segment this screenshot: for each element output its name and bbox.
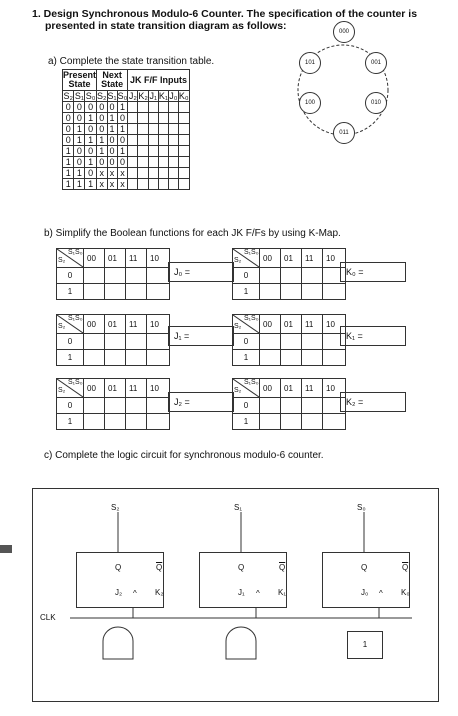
- kmap-divider: [83, 249, 84, 299]
- table-row: [63, 179, 190, 190]
- table-cell: 1: [117, 146, 128, 157]
- answer-cell[interactable]: [128, 124, 138, 135]
- kmap-divider: [57, 283, 169, 284]
- kmap-divider: [57, 267, 169, 268]
- table-cell: 1: [74, 135, 85, 146]
- answer-cell[interactable]: [168, 113, 178, 124]
- answer-cell[interactable]: [158, 157, 168, 168]
- kmap-divider: [57, 397, 169, 398]
- answer-k0[interactable]: K₀ =: [340, 262, 406, 282]
- answer-cell[interactable]: [138, 157, 149, 168]
- kmap-divider: [233, 267, 345, 268]
- answer-cell[interactable]: [168, 124, 178, 135]
- kmap-divider: [57, 413, 169, 414]
- table-cell: 1: [97, 146, 108, 157]
- table-cell: 0: [63, 135, 74, 146]
- table-cell: 1: [85, 135, 97, 146]
- table-cell: 1: [74, 124, 85, 135]
- answer-cell[interactable]: [128, 102, 138, 113]
- kmap-divider: [233, 349, 345, 350]
- answer-cell[interactable]: [158, 124, 168, 135]
- kmap-divider: [301, 249, 302, 299]
- table-row: [63, 102, 190, 113]
- kmap-divider: [146, 379, 147, 429]
- answer-cell[interactable]: [128, 135, 138, 146]
- present-state-header: Present State: [63, 70, 97, 89]
- part-c-label: c) Complete the logic circuit for synchronous modulo-6 counter.: [44, 450, 324, 461]
- kmap-col-label: 10: [326, 384, 335, 393]
- kmap-col-label: 01: [284, 320, 293, 329]
- answer-cell[interactable]: [178, 146, 189, 157]
- table-cell: 0: [85, 168, 97, 179]
- answer-j0[interactable]: J₀ =: [168, 262, 234, 282]
- column-header: S₁: [74, 91, 84, 101]
- part-b-label: b) Simplify the Boolean functions for each JK F/Fs by using K-Map.: [44, 228, 341, 239]
- answer-cell[interactable]: [138, 124, 149, 135]
- kmap-col-label: 10: [150, 384, 159, 393]
- answer-cell[interactable]: [178, 135, 189, 146]
- table-cell: x: [117, 179, 128, 190]
- table-cell: 0: [63, 113, 74, 124]
- answer-cell[interactable]: [128, 113, 138, 124]
- table-cell: 1: [107, 124, 117, 135]
- constant-one-box: 1: [347, 631, 383, 659]
- table-cell: 0: [74, 146, 85, 157]
- table-cell: 0: [74, 113, 85, 124]
- kmap-col-label: 11: [129, 320, 138, 329]
- answer-cell[interactable]: [138, 102, 149, 113]
- answer-cell[interactable]: [178, 124, 189, 135]
- table-cell: 1: [74, 179, 85, 190]
- state-000: 000: [333, 21, 355, 43]
- kmap-col-label: 00: [87, 254, 96, 263]
- answer-cell[interactable]: [138, 168, 149, 179]
- table-cell: 0: [107, 146, 117, 157]
- table-row: [63, 135, 190, 146]
- kmap-divider: [104, 379, 105, 429]
- column-header: K₀: [178, 91, 189, 101]
- side-marker: [0, 545, 12, 553]
- table-cell: 0: [85, 102, 97, 113]
- kmap-divider: [301, 379, 302, 429]
- kmap-divider: [104, 315, 105, 365]
- table-cell: 0: [74, 157, 85, 168]
- table-cell: 1: [117, 124, 128, 135]
- answer-cell[interactable]: [128, 146, 138, 157]
- answer-cell[interactable]: [178, 168, 189, 179]
- kmap-row-label: 0: [243, 337, 249, 346]
- table-cell: x: [97, 168, 108, 179]
- clock-triangle: ^: [379, 589, 383, 598]
- kmap-col-label: 01: [284, 384, 293, 393]
- kmap-row-label: 1: [67, 353, 73, 362]
- state-100: 100: [299, 92, 321, 114]
- kmap-col-label: 01: [108, 384, 117, 393]
- answer-cell[interactable]: [158, 135, 168, 146]
- kmap-divider: [57, 333, 169, 334]
- table-cell: x: [107, 168, 117, 179]
- next-state-header: Next State: [97, 70, 128, 91]
- kmap-j2[interactable]: [56, 378, 170, 430]
- kmap-row-label: 1: [67, 287, 73, 296]
- table-cell: 0: [107, 102, 117, 113]
- column-header: K₂: [138, 91, 148, 101]
- answer-cell[interactable]: [178, 102, 189, 113]
- kmap-divider: [146, 249, 147, 299]
- table-cell: 1: [74, 168, 85, 179]
- kmap-divider: [259, 315, 260, 365]
- answer-cell[interactable]: [148, 135, 158, 146]
- answer-cell[interactable]: [148, 157, 158, 168]
- answer-cell[interactable]: [178, 179, 189, 190]
- table-cell: 1: [85, 113, 97, 124]
- kmap-col-label: 11: [305, 254, 314, 263]
- kmap-col-label: 00: [87, 384, 96, 393]
- kmap-divider: [233, 333, 345, 334]
- kmap-divider: [233, 397, 345, 398]
- clock-label: CLK: [40, 613, 56, 622]
- kmap-divider: [280, 379, 281, 429]
- kmap-divider: [301, 315, 302, 365]
- kmap-corner: S₁S₀ S₂: [57, 249, 84, 268]
- kmap-divider: [259, 249, 260, 299]
- kmap-divider: [280, 315, 281, 365]
- answer-cell[interactable]: [168, 179, 178, 190]
- kmap-row-label: 0: [243, 271, 249, 280]
- table-cell: 1: [85, 179, 97, 190]
- column-header: S₂: [63, 91, 73, 101]
- output-s2: S₂: [111, 503, 120, 512]
- part-a-label: a) Complete the state transition table.: [48, 56, 215, 67]
- answer-cell[interactable]: [148, 168, 158, 179]
- column-header: J₂: [128, 91, 137, 101]
- answer-cell[interactable]: [128, 179, 138, 190]
- state-101: 101: [299, 52, 321, 74]
- kmap-k0[interactable]: [232, 248, 346, 300]
- flipflop-2: Q $\overline{Q}$ J₂ K₂ ^: [76, 552, 164, 608]
- clock-triangle: ^: [133, 589, 137, 598]
- table-row: [63, 146, 190, 157]
- kmap-divider: [83, 379, 84, 429]
- state-001: 001: [365, 52, 387, 74]
- kmap-corner: S₁S₀ S₂: [57, 315, 84, 334]
- kmap-j0[interactable]: [56, 248, 170, 300]
- kmap-corner: S₁S₀ S₂: [233, 249, 260, 268]
- kmap-col-label: 10: [326, 254, 335, 263]
- answer-cell[interactable]: [138, 113, 149, 124]
- kmap-row-label: 1: [243, 287, 249, 296]
- table-cell: 1: [63, 157, 74, 168]
- answer-cell[interactable]: [168, 168, 178, 179]
- kmap-divider: [83, 315, 84, 365]
- answer-cell[interactable]: [148, 113, 158, 124]
- kmap-col-label: 00: [263, 254, 272, 263]
- kmap-divider: [104, 249, 105, 299]
- column-header: S₂: [97, 91, 107, 101]
- answer-cell[interactable]: [158, 168, 168, 179]
- kmap-corner: S₁S₀ S₂: [233, 315, 260, 334]
- answer-cell[interactable]: [138, 135, 149, 146]
- answer-cell[interactable]: [168, 135, 178, 146]
- table-cell: 0: [107, 135, 117, 146]
- column-header: K₁: [158, 91, 168, 101]
- kmap-divider: [57, 349, 169, 350]
- kmap-col-label: 01: [284, 254, 293, 263]
- answer-cell[interactable]: [158, 146, 168, 157]
- table-cell: 1: [97, 135, 108, 146]
- kmap-row-label: 0: [67, 401, 73, 410]
- kmap-divider: [322, 315, 323, 365]
- table-cell: 0: [85, 146, 97, 157]
- table-cell: 1: [117, 102, 128, 113]
- table-cell: 0: [85, 124, 97, 135]
- kmap-divider: [125, 249, 126, 299]
- table-row: [63, 113, 190, 124]
- kmap-divider: [233, 413, 345, 414]
- table-cell: 0: [97, 124, 108, 135]
- state-011: 011: [333, 122, 355, 144]
- answer-cell[interactable]: [148, 102, 158, 113]
- table-cell: 0: [107, 157, 117, 168]
- table-cell: 0: [97, 157, 108, 168]
- kmap-col-label: 11: [129, 384, 138, 393]
- table-row: [63, 168, 190, 179]
- table-cell: x: [107, 179, 117, 190]
- answer-j1[interactable]: J₁ =: [168, 326, 234, 346]
- kmap-col-label: 00: [263, 320, 272, 329]
- answer-cell[interactable]: [178, 113, 189, 124]
- answer-k2[interactable]: K₂ =: [340, 392, 406, 412]
- answer-k1[interactable]: K₁ =: [340, 326, 406, 346]
- kmap-row-label: 0: [67, 271, 73, 280]
- kmap-col-label: 00: [263, 384, 272, 393]
- column-header: S₀: [85, 91, 96, 101]
- column-header: J₁: [149, 91, 158, 101]
- kmap-row-label: 1: [243, 353, 249, 362]
- kmap-divider: [233, 283, 345, 284]
- answer-cell[interactable]: [148, 179, 158, 190]
- table-cell: 0: [63, 102, 74, 113]
- output-s1: S₁: [234, 503, 243, 512]
- table-cell: 0: [97, 102, 108, 113]
- table-cell: 0: [117, 135, 128, 146]
- table-cell: 1: [63, 146, 74, 157]
- kmap-col-label: 01: [108, 254, 117, 263]
- answer-cell[interactable]: [158, 113, 168, 124]
- kmap-row-label: 1: [67, 417, 73, 426]
- table-row: [63, 124, 190, 135]
- kmap-col-label: 10: [326, 320, 335, 329]
- kmap-col-label: 11: [305, 320, 314, 329]
- answer-cell[interactable]: [178, 157, 189, 168]
- clock-triangle: ^: [256, 589, 260, 598]
- question-title: 1. Design Synchronous Modulo-6 Counter. The specification of the counter is presented in state transition diagram as follows:: [32, 8, 418, 32]
- and-gate-2: [225, 626, 257, 660]
- table-cell: x: [117, 168, 128, 179]
- flipflop-0: Q $\overline{Q}$ J₀ K₀ ^: [322, 552, 410, 608]
- table-cell: 1: [63, 179, 74, 190]
- table-cell: x: [97, 179, 108, 190]
- kmap-col-label: 00: [87, 320, 96, 329]
- answer-cell[interactable]: [138, 179, 149, 190]
- kmap-corner: S₁S₀ S₂: [233, 379, 260, 398]
- table-cell: 0: [97, 113, 108, 124]
- kmap-divider: [280, 249, 281, 299]
- kmap-row-label: 1: [243, 417, 249, 426]
- kmap-divider: [125, 315, 126, 365]
- kmap-corner: S₁S₀ S₂: [57, 379, 84, 398]
- answer-cell[interactable]: [128, 157, 138, 168]
- table-cell: 1: [85, 157, 97, 168]
- kmap-k2[interactable]: [232, 378, 346, 430]
- kmap-j1[interactable]: [56, 314, 170, 366]
- kmap-divider: [322, 249, 323, 299]
- flipflop-1: Q $\overline{Q}$ J₁ K₁ ^: [199, 552, 287, 608]
- answer-cell[interactable]: [158, 179, 168, 190]
- and-gate-1: [102, 626, 134, 660]
- table-cell: 0: [63, 124, 74, 135]
- answer-cell[interactable]: [158, 102, 168, 113]
- state-010: 010: [365, 92, 387, 114]
- answer-cell[interactable]: [168, 102, 178, 113]
- answer-j2[interactable]: J₂ =: [168, 392, 234, 412]
- table-cell: 0: [117, 113, 128, 124]
- kmap-col-label: 01: [108, 320, 117, 329]
- table-cell: 1: [63, 168, 74, 179]
- kmap-divider: [322, 379, 323, 429]
- table-cell: 0: [74, 102, 85, 113]
- table-cell: 1: [107, 113, 117, 124]
- kmap-k1[interactable]: [232, 314, 346, 366]
- kmap-col-label: 11: [129, 254, 138, 263]
- kmap-divider: [146, 315, 147, 365]
- kmap-col-label: 10: [150, 320, 159, 329]
- answer-cell[interactable]: [148, 146, 158, 157]
- answer-cell[interactable]: [128, 168, 138, 179]
- column-header: J₀: [169, 91, 178, 101]
- kmap-row-label: 0: [67, 337, 73, 346]
- answer-cell[interactable]: [168, 157, 178, 168]
- kmap-row-label: 0: [243, 401, 249, 410]
- column-header: S₁: [107, 91, 117, 101]
- answer-cell[interactable]: [168, 146, 178, 157]
- state-table: [62, 69, 190, 190]
- table-cell: 0: [117, 157, 128, 168]
- answer-cell[interactable]: [148, 124, 158, 135]
- kmap-col-label: 10: [150, 254, 159, 263]
- kmap-col-label: 11: [305, 384, 314, 393]
- column-header: S₀: [117, 91, 128, 101]
- kmap-divider: [259, 379, 260, 429]
- kmap-divider: [125, 379, 126, 429]
- answer-cell[interactable]: [138, 146, 149, 157]
- table-row: [63, 157, 190, 168]
- jk-inputs-header: JK F/F Inputs: [128, 70, 189, 91]
- output-s0: S₀: [357, 503, 366, 512]
